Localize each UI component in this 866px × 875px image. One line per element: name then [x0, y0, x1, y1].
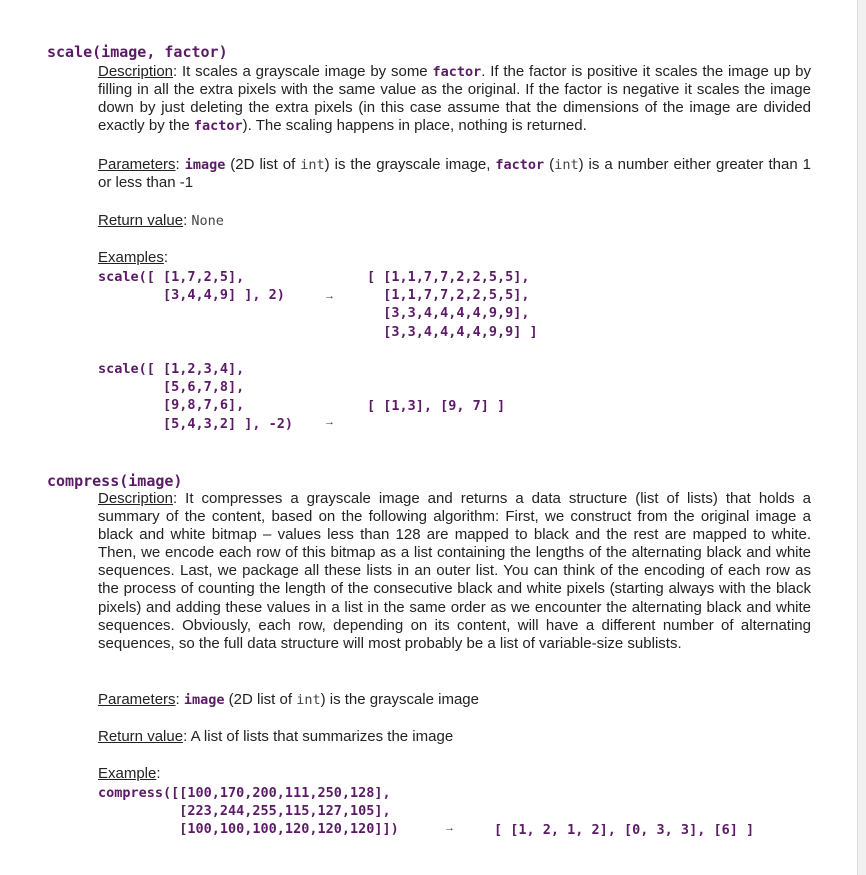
return-value-sep: :	[183, 212, 192, 229]
scrollbar-track[interactable]	[857, 0, 866, 875]
type-int: int	[300, 157, 325, 173]
scale-description	[98, 63, 811, 135]
scale-examples-heading	[98, 249, 811, 267]
param-factor: factor	[495, 157, 545, 173]
parameters-text: (	[544, 156, 555, 173]
compress-example-output: [ [1, 2, 1, 2], [0, 3, 3], [6] ]	[494, 822, 755, 838]
description-text: : It scales a grayscale image by some	[173, 63, 433, 80]
example-sep: :	[156, 765, 161, 782]
parameters-text: ) is the grayscale image,	[324, 156, 496, 173]
param-image: image	[183, 692, 225, 708]
parameters-text: ) is a number either greater than 1 or less than -1	[98, 156, 812, 192]
return-value-label: Return value	[98, 212, 184, 229]
description-text: : It compresses a grayscale image and returns a data structure (list of lists) that holds a summary of the content, based on the following algorithm: First, we construct from the original image a black and white bitmap – values less than 128 are mapped to black and the rest are mapped to white. Then, we encode each row of this bitmap as a list containing the lengths of the alternating black and white sequences. Last, we package all these lists in an outer list. You can think of the encoding of each row as the process of counting the length of the consecutive black and white pixels (starting always with the black pixels) and adding these values in a list in the same order as we encounter the alternating black and white sequences. Obviously, each row, depending on its content, will have a different number of alternating sequences, so the full data structure will most probably be a list of variable-size sublists.	[98, 490, 811, 652]
examples-label: Examples	[98, 249, 164, 266]
param-factor: factor	[193, 118, 243, 135]
compress-example-input: compress([[100,170,200,111,250,128], [223,244,255,115,127,105], [100,100,100,120,120,120]])	[98, 785, 399, 838]
scale-return-value	[98, 212, 811, 230]
scale-example-1-input: scale([ [1,7,2,5], [3,4,4,9] ], 2)	[98, 269, 285, 304]
scale-parameters	[98, 156, 811, 192]
description-label: Description	[98, 490, 174, 507]
examples-sep: :	[163, 249, 169, 266]
return-value-text: : A list of lists that summarizes the image	[183, 728, 454, 745]
example-label: Example	[98, 765, 157, 782]
parameters-text: (2D list of	[224, 691, 297, 708]
param-factor: factor	[432, 64, 482, 80]
description-text: . If the factor is positive it scales the image up by filling in all the extra pixels with the same value as the original. If the factor is negative it scales the image down by just deleting the extra pixels (in this case assume that the dimensions of the image are divided exactly by the	[98, 63, 811, 135]
arrow-icon: →	[324, 416, 335, 428]
compress-description	[98, 490, 811, 653]
type-int: int	[554, 157, 579, 173]
type-int: int	[296, 692, 321, 708]
param-image: image	[184, 157, 226, 173]
arrow-icon: →	[324, 290, 335, 302]
parameters-text: :	[175, 691, 184, 708]
scale-example-1-output: [ [1,1,7,7,2,2,5,5], [1,1,7,7,2,2,5,5], [3,3,4,4,4,4,9,9], [3,3,4,4,4,4,9,9] ]	[367, 269, 538, 340]
compress-signature: compress(image)	[47, 472, 183, 490]
description-label: Description	[98, 63, 174, 80]
parameters-text: ) is the grayscale image	[320, 691, 479, 708]
arrow-icon: →	[444, 822, 455, 834]
return-value-label: Return value	[98, 728, 184, 745]
scale-example-2-output: [ [1,3], [9, 7] ]	[367, 398, 506, 414]
compress-parameters	[98, 691, 811, 709]
parameters-text: :	[175, 156, 185, 173]
compress-example-heading	[98, 765, 811, 783]
return-value-none: None	[191, 213, 224, 229]
description-text: ). The scaling happens in place, nothing is returned.	[242, 117, 587, 135]
parameters-text: (2D list of	[225, 156, 301, 173]
compress-return-value	[98, 728, 811, 746]
scale-example-2-input: scale([ [1,2,3,4], [5,6,7,8], [9,8,7,6], [5,4,3,2] ], -2)	[98, 361, 294, 432]
parameters-label: Parameters	[98, 156, 176, 173]
scale-signature: scale(image, factor)	[47, 43, 228, 61]
parameters-label: Parameters	[98, 691, 176, 708]
